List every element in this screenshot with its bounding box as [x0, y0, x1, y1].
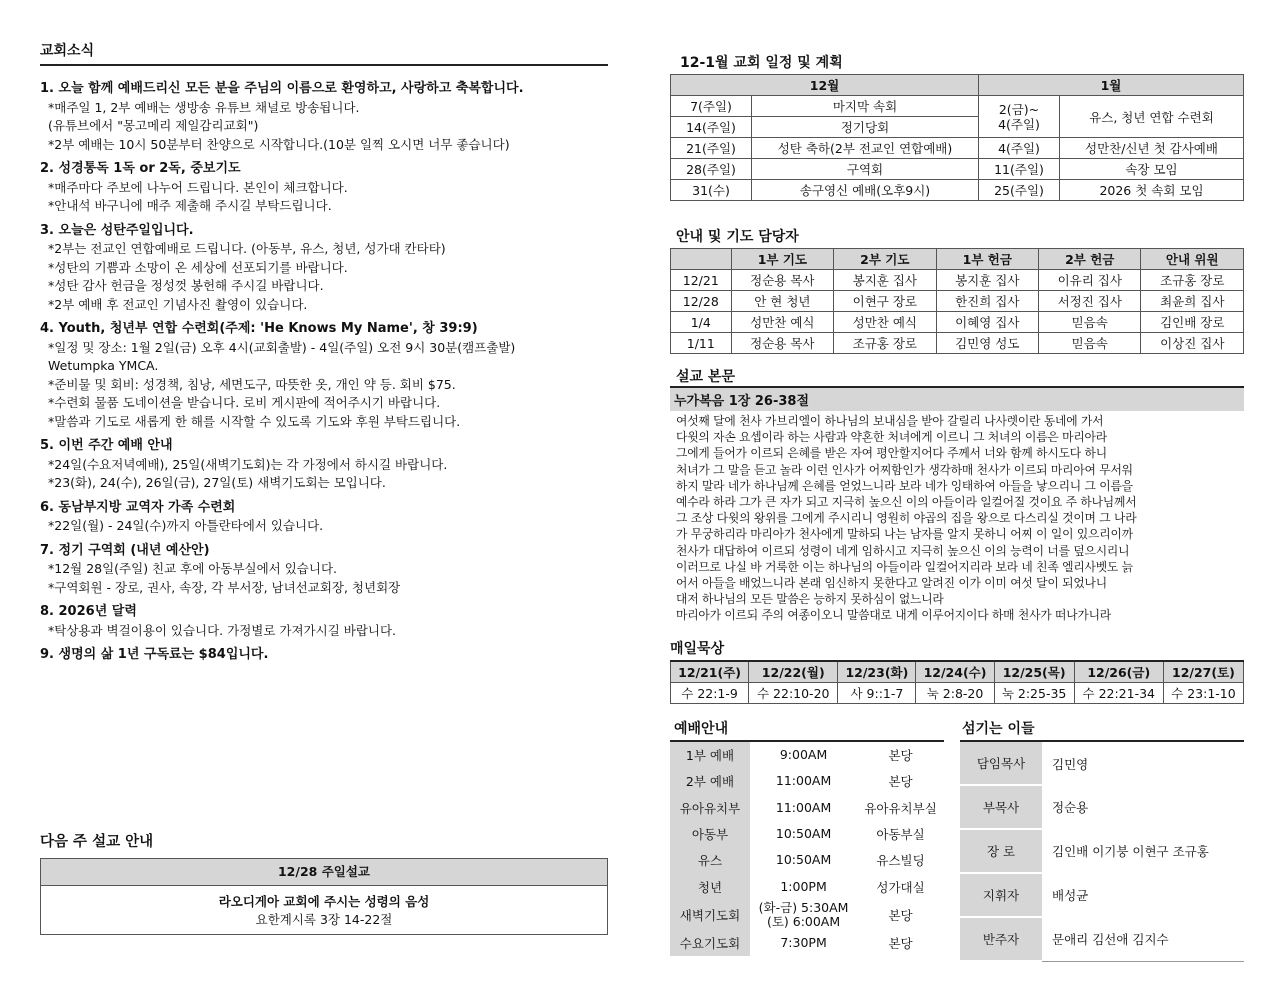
servant-role: 장 로 — [960, 829, 1042, 873]
schedule-event: 유스, 청년 연합 수련회 — [1060, 96, 1244, 138]
duty-person: 최윤희 집사 — [1141, 291, 1244, 312]
worship-time: 1:00PM — [780, 878, 827, 894]
schedule-date: 21(주일) — [671, 138, 752, 159]
duty-person: 성만찬 예식 — [731, 312, 833, 333]
sermon-line: 처녀가 그 말을 듣고 놀라 이런 인사가 어찌함인가 생각하매 천사가 이르되 마리아여 무서워 — [676, 462, 1133, 477]
worship-place: 본당 — [888, 907, 913, 923]
news-item — [40, 222, 608, 315]
duty-person: 봉지훈 집사 — [834, 270, 936, 291]
worship-row — [670, 768, 944, 794]
servant-role: 부목사 — [960, 785, 1042, 829]
servant-row — [960, 829, 1244, 873]
worship-name: 유아유치부 — [670, 795, 750, 821]
worship-time: 11:00AM — [775, 799, 832, 815]
duty-person: 믿음속 — [1039, 312, 1141, 333]
meditation-day: 12/23(화) — [838, 661, 916, 683]
news-item-line: *매주마다 주보에 나누어 드립니다. 본인이 체크합니다. — [48, 179, 348, 195]
worship-row — [670, 741, 944, 768]
duty-person: 한진희 집사 — [936, 291, 1038, 312]
news-item — [40, 320, 608, 431]
duty-person: 서정진 집사 — [1039, 291, 1141, 312]
news-item-line: *수련회 물품 도네이션을 받습니다. 로비 게시판에 적어주시기 바랍니다. — [48, 395, 441, 410]
news-item — [40, 437, 608, 493]
news-item-line: *24일(수요저녁예배), 25일(새벽기도회)는 각 가정에서 하시길 바랍니다. — [48, 456, 448, 472]
schedule-event: 마지막 속회 — [752, 96, 979, 117]
news-item-heading: 3. 오늘은 성탄주일입니다. — [40, 222, 194, 238]
news-item-heading: 4. Youth, 청년부 연합 수련회(주제: 'He Knows My Name', 창 39:9) — [40, 321, 478, 336]
meditation-ref: 수 23:1-10 — [1163, 683, 1243, 704]
schedule-date: 28(주일) — [671, 159, 752, 180]
meditation-day: 12/22(월) — [749, 661, 838, 683]
duty-header — [671, 249, 732, 270]
duty-header: 1부 기도 — [731, 249, 833, 270]
duty-person: 정순용 목사 — [731, 333, 833, 354]
worship-row — [670, 930, 944, 956]
news-item-line: *말씀과 기도로 새롭게 한 해를 시작할 수 있도록 기도와 후원 부탁드립니다. — [48, 413, 461, 429]
news-item — [40, 499, 608, 536]
worship-name: 아동부 — [670, 821, 750, 847]
news-item-heading: 7. 정기 구역회 (내년 예산안) — [40, 542, 210, 558]
schedule-event: 성만찬/신년 첫 감사예배 — [1060, 138, 1244, 159]
schedule-event: 속장 모임 — [1060, 159, 1244, 180]
sermon-reference: 누가복음 1장 26-38절 — [670, 386, 1244, 411]
duty-row — [671, 291, 1244, 312]
news-item-line: *2부 예배는 10시 50분부터 찬양으로 시작합니다.(10분 일찍 오시면 너무 좋습니다) — [48, 136, 510, 152]
worship-place: 유스빌딩 — [876, 853, 925, 869]
news-item-heading: 2. 성경통독 1독 or 2독, 중보기도 — [40, 161, 241, 176]
schedule-date: 11(주일) — [979, 159, 1060, 180]
sermon-line: 대저 하나님의 모든 말씀은 능하지 못하심이 없느니라 — [676, 592, 944, 607]
servant-names: 문애리 김선애 김지수 — [1052, 931, 1169, 947]
duty-person: 김민영 성도 — [936, 333, 1038, 354]
servants-table — [960, 740, 1244, 962]
servant-row — [960, 785, 1244, 829]
duty-table — [670, 248, 1244, 354]
next-sermon-box — [40, 858, 608, 935]
servant-names: 김민영 — [1052, 756, 1089, 772]
schedule-event: 성탄 축하(2부 전교인 연합예배) — [752, 138, 979, 159]
next-sermon-title: 다음 주 설교 안내 — [40, 834, 154, 850]
duty-person: 봉지훈 집사 — [936, 270, 1038, 291]
news-item-line: *성탄의 기쁨과 소망이 온 세상에 선포되기를 바랍니다. — [48, 259, 348, 275]
sermon-line: 다윗의 자손 요셉이라 하는 사람과 약혼한 처녀에게 이르니 그 처녀의 이름은 마리아라 — [676, 430, 1107, 445]
news-item-line: (유튜브에서 "몽고메리 제일감리교회") — [48, 118, 259, 133]
left-page — [40, 40, 608, 927]
news-item-line: *22일(월) - 24일(수)까지 아틀란타에서 있습니다. — [48, 518, 324, 533]
news-item — [40, 603, 608, 640]
schedule-date: 25(주일) — [979, 180, 1060, 201]
meditation-ref: 수 22:1-9 — [671, 683, 749, 704]
news-item-line: *2부는 전교인 연합예배로 드립니다. (아동부, 유스, 청년, 성가대 칸타타) — [48, 241, 446, 256]
worship-row — [670, 821, 944, 847]
sermon-text — [670, 411, 1244, 626]
worship-table — [670, 740, 944, 956]
news-list — [40, 80, 608, 665]
schedule-date: 14(주일) — [671, 117, 752, 138]
sermon-line: 이러므로 나실 바 거룩한 이는 하나님의 아들이라 일컬어지리라 보라 네 친족 엘리사벳도 늙 — [676, 559, 1133, 574]
meditation-day: 12/25(목) — [994, 661, 1074, 683]
news-item-heading: 1. 오늘 함께 예배드리신 모든 분을 주님의 이름으로 환영하고, 사랑하고 축복합니다. — [40, 81, 524, 96]
worship-place: 성가대실 — [876, 879, 925, 895]
duty-person: 이상진 집사 — [1141, 333, 1244, 354]
meditation-table — [670, 660, 1244, 704]
news-item — [40, 646, 608, 665]
next-sermon-bar: 12/28 주일설교 — [41, 859, 607, 886]
duty-date: 12/28 — [671, 291, 732, 312]
servant-names: 배성균 — [1052, 888, 1089, 903]
sermon-line: 천사가 대답하여 이르되 성령이 네게 임하시고 지극히 높으신 이의 능력이 너를 덮으시리니 — [676, 543, 1130, 558]
servant-row — [960, 873, 1244, 917]
servant-row — [960, 741, 1244, 785]
worship-name: 유스 — [670, 847, 750, 873]
news-item — [40, 80, 608, 154]
schedule-date: 7(주일) — [671, 96, 752, 117]
sermon-line: 가 무궁하리라 마리아가 천사에게 말하되 나는 남자를 알지 못하니 어찌 이 일이 있으리이까 — [676, 527, 1133, 542]
duty-person: 성만찬 예식 — [834, 312, 936, 333]
servant-names: 정순용 — [1052, 800, 1089, 815]
sermon-line: 예수라 하라 그가 큰 자가 되고 지극히 높으신 이의 아들이라 일컬어질 것이요 주 하나님께서 — [676, 495, 1137, 510]
news-item-line: *탁상용과 벽걸이용이 있습니다. 가정별로 가져가시길 바랍니다. — [48, 622, 397, 638]
news-item-heading: 9. 생명의 삶 1년 구독료는 $84입니다. — [40, 647, 269, 662]
sermon-line: 그 조상 다윗의 왕위를 그에게 주시리니 영원히 야곱의 집을 왕으로 다스리실 것이며 그 나라 — [676, 511, 1137, 526]
schedule-title: 12-1월 교회 일정 및 계획 — [680, 55, 843, 71]
news-item-line: Wetumpka YMCA. — [48, 358, 159, 373]
servant-role: 지휘자 — [960, 873, 1042, 917]
news-item-line: *23(화), 24(수), 26일(금), 27일(토) 새벽기도회는 모입니다. — [48, 475, 386, 490]
news-item-heading: 5. 이번 주간 예배 안내 — [40, 438, 173, 453]
servants-title: 섬기는 이들 — [962, 721, 1035, 737]
duty-person: 김인배 장로 — [1141, 312, 1244, 333]
news-item — [40, 542, 608, 598]
worship-time: 11:00AM — [775, 773, 832, 789]
servant-names: 김인배 이기붕 이현구 조규홍 — [1052, 844, 1209, 859]
news-item — [40, 160, 608, 216]
servant-row — [960, 917, 1244, 961]
meditation-ref: 수 22:10-20 — [749, 683, 838, 704]
duty-person: 정순용 목사 — [731, 270, 833, 291]
duty-header: 1부 헌금 — [936, 249, 1038, 270]
worship-time: 9:00AM — [779, 747, 828, 763]
news-item-line: *2부 예배 후 전교인 기념사진 촬영이 있습니다. — [48, 296, 308, 312]
worship-time: 7:30PM — [780, 934, 827, 950]
news-item-line: *12월 28일(주일) 친교 후에 아동부실에서 있습니다. — [48, 561, 338, 576]
worship-time: 10:50AM — [775, 852, 832, 868]
meditation-ref: 수 22:21-34 — [1074, 683, 1163, 704]
servant-role: 반주자 — [960, 917, 1042, 961]
sermon-line: 마리아가 이르되 주의 여종이오니 말씀대로 내게 이루어지이다 하매 천사가 떠나가니라 — [676, 608, 1112, 623]
meditation-day: 12/26(금) — [1074, 661, 1163, 683]
servant-role: 담임목사 — [960, 741, 1042, 785]
duty-date: 12/21 — [671, 270, 732, 291]
news-item-line: *안내석 바구니에 매주 제출해 주시길 부탁드립니다. — [48, 198, 332, 213]
worship-name: 수요기도회 — [670, 930, 750, 956]
schedule-event: 구역회 — [752, 159, 979, 180]
jan-header: 1월 — [979, 75, 1244, 96]
sermon-box — [670, 386, 1244, 626]
meditation-day: 12/21(주) — [671, 661, 749, 683]
worship-name: 새벽기도회 — [670, 900, 750, 930]
worship-place: 아동부실 — [876, 827, 925, 843]
meditation-day: 12/27(토) — [1163, 661, 1243, 683]
schedule-date: 2(금)~ 4(주일) — [979, 96, 1060, 138]
duty-row — [671, 312, 1244, 333]
worship-time: (화-금) 5:30AM (토) 6:00AM — [758, 899, 849, 929]
meditation-day: 12/24(수) — [916, 661, 994, 683]
news-item-heading: 6. 동남부지방 교역자 가족 수련회 — [40, 499, 236, 515]
worship-name: 청년 — [670, 873, 750, 899]
sermon-line: 하지 말라 네가 하나님께 은혜를 얻었느니라 보라 네가 잉태하여 아들을 낳으리니 그 이름을 — [676, 478, 1133, 493]
worship-row — [670, 900, 944, 930]
duty-person: 조규홍 장로 — [1141, 270, 1244, 291]
worship-name: 1부 예배 — [670, 741, 750, 768]
worship-row — [670, 795, 944, 821]
duty-person: 이유리 집사 — [1039, 270, 1141, 291]
sermon-line: 여섯째 달에 천사 가브리엘이 하나님의 보내심을 받아 갈릴리 나사렛이란 동네에 가서 — [676, 414, 1104, 428]
meditation-ref: 눅 2:8-20 — [916, 683, 994, 704]
worship-place: 본당 — [888, 774, 913, 790]
duty-person: 믿음속 — [1039, 333, 1141, 354]
schedule-event: 송구영신 예배(오후9시) — [752, 180, 979, 201]
meditation-title: 매일묵상 — [670, 641, 725, 657]
sermon-line: 그에게 들어가 이르되 은혜를 받은 자여 평안할지어다 주께서 너와 함께 하시도다 하니 — [676, 446, 1107, 461]
duty-header: 2부 기도 — [834, 249, 936, 270]
duty-person: 안 현 청년 — [731, 291, 833, 312]
duty-date: 1/4 — [671, 312, 732, 333]
duty-header: 안내 위원 — [1141, 249, 1244, 270]
schedule-date: 31(수) — [671, 180, 752, 201]
meditation-ref: 눅 2:25-35 — [994, 683, 1074, 704]
news-item-line: *구역회원 - 장로, 권사, 속장, 각 부서장, 남녀선교회장, 청년회장 — [48, 579, 401, 595]
worship-time: 10:50AM — [775, 826, 832, 842]
schedule-date: 4(주일) — [979, 138, 1060, 159]
news-item-line: *성탄 감사 헌금을 정성껏 봉헌해 주시길 바랍니다. — [48, 278, 324, 293]
meditation-ref: 사 9::1-7 — [838, 683, 916, 704]
next-sermon-reference: 요한계시록 3장 14-22절 — [255, 912, 393, 927]
next-sermon-name: 라오디게아 교회에 주시는 성령의 음성 — [218, 894, 430, 909]
worship-name: 2부 예배 — [670, 768, 750, 794]
news-item-line: *매주일 1, 2부 예배는 생방송 유튜브 채널로 방송됩니다. — [48, 99, 360, 115]
worship-place: 본당 — [888, 935, 913, 951]
news-item-line: *준비물 및 회비: 성경책, 침낭, 세면도구, 따뜻한 옷, 개인 약 등. 회비 $75. — [48, 376, 456, 392]
duty-person: 조규홍 장로 — [834, 333, 936, 354]
news-item-heading: 8. 2026년 달력 — [40, 604, 137, 619]
worship-place: 유아유치부실 — [864, 800, 937, 816]
duty-person: 이현구 장로 — [834, 291, 936, 312]
worship-row — [670, 873, 944, 899]
schedule-event: 2026 첫 속회 모임 — [1060, 180, 1244, 201]
sermon-title: 설교 본문 — [676, 369, 735, 385]
duty-date: 1/11 — [671, 333, 732, 354]
duty-row — [671, 270, 1244, 291]
schedule-table — [670, 74, 1244, 201]
dec-header: 12월 — [671, 75, 979, 96]
news-title: 교회소식 — [40, 40, 608, 66]
worship-title: 예배안내 — [674, 721, 729, 737]
duty-row — [671, 333, 1244, 354]
news-item-line: *일정 및 장소: 1월 2일(금) 오후 4시(교회출발) - 4일(주일) 오전 9시 30분(캠프출발) — [48, 339, 516, 355]
duty-title: 안내 및 기도 담당자 — [676, 229, 799, 245]
sermon-line: 어서 아들을 배었느니라 본래 임신하지 못한다고 알려진 이가 이미 여섯 달이 되었나니 — [676, 576, 1107, 591]
duty-person: 이혜영 집사 — [936, 312, 1038, 333]
duty-header: 2부 헌금 — [1039, 249, 1141, 270]
schedule-event: 정기당회 — [752, 117, 979, 138]
worship-place: 본당 — [888, 748, 913, 764]
worship-row — [670, 847, 944, 873]
